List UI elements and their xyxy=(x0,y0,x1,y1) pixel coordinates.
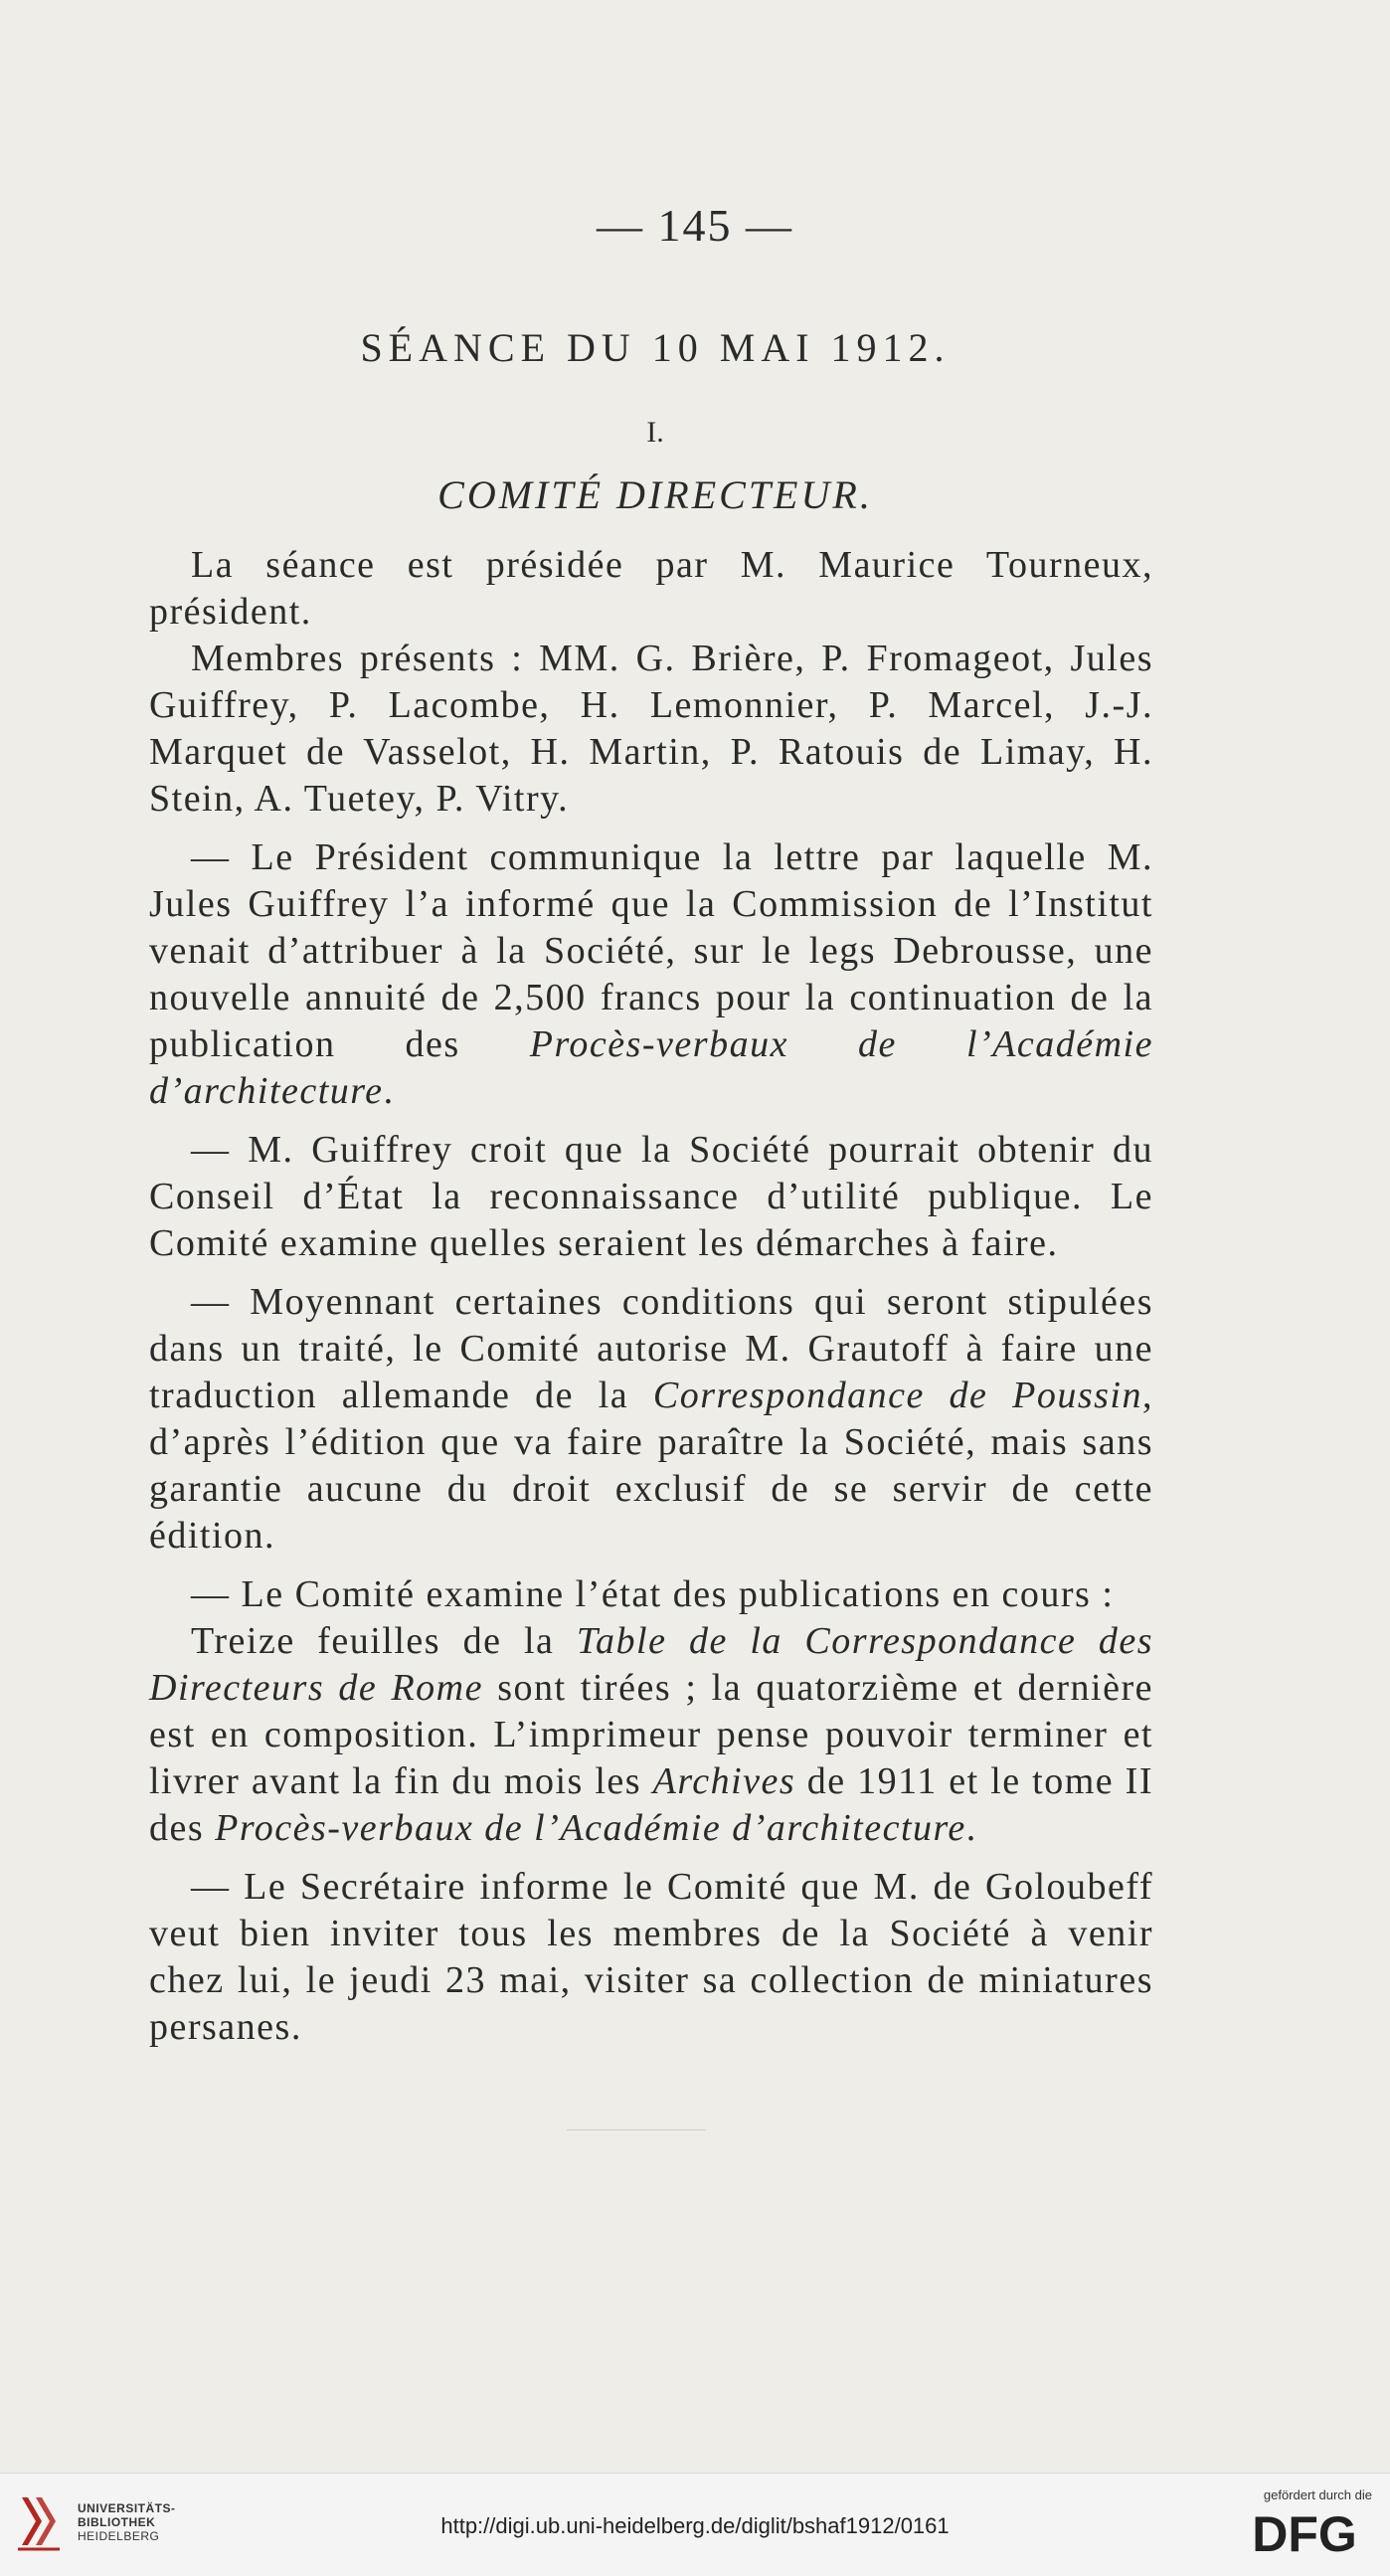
paragraph-publications: — Le Comité examine l’état des publications en cours : xyxy=(191,1573,1115,1615)
paragraph-public-utility: — M. Guiffrey croit que la Société pourrait obtenir du Conseil d’État la reconnaissance d’utilité publique. Le Comité examine quelles seraient les démarches à faire. xyxy=(149,1129,1153,1264)
funded-by-label: gefördert durch die xyxy=(1263,2487,1372,2502)
page-number: — 145 — xyxy=(597,200,793,251)
paragraph-translation: — Moyennant certaines conditions qui seront stipulées dans un traité, le Comité autorise M. Grautoff à faire une traduction allemande de la Correspondance de Poussin, d’après l’édition que va faire paraître la Société, mais sans garantie aucune du droit exclusif de se servir de cette édition. xyxy=(149,1281,1153,1557)
section-title: COMITÉ DIRECTEUR. xyxy=(437,472,873,517)
paragraph-members: Membres présents : MM. G. Brière, P. Fromageot, Jules Guiffrey, P. Lacombe, H. Lemonnier, P. Marcel, J.-J. Marquet de Vasselot, H. Martin, P. Ratouis de Limay, H. Stein, A. Tuetey, P. Vitry. xyxy=(149,638,1153,820)
dfg-logo-icon[interactable] xyxy=(1237,2505,1372,2559)
paragraph-invitation: — Le Secrétaire informe le Comité que M. de Goloubeff veut bien inviter tous les membres de la Société à venir chez lui, le jeudi 23 mai, visiter sa collection de miniatures persanes. xyxy=(149,1866,1153,2048)
library-name[interactable]: UNIVERSITÄTS- BIBLIOTHEK HEIDELBERG xyxy=(78,2501,176,2543)
paragraph-annuity: — Le Président communique la lettre par laquelle M. Jules Guiffrey l’a informé que la Commission de l’Institut venait d’attribuer à la Société, sur le legs Debrousse, une nouvelle annuité de 2,500 francs pour la continuation de la publication des Procès-verbaux de l’Académie d’architecture. xyxy=(149,836,1153,1112)
end-rule-divider xyxy=(567,2129,706,2130)
section-number: I. xyxy=(646,416,664,449)
viewer-footer xyxy=(0,2473,1390,2576)
paragraph-presidency: La séance est présidée par M. Maurice Tourneux, président. xyxy=(149,544,1153,633)
body-text xyxy=(149,542,1153,2051)
seance-title: SÉANCE DU 10 MAI 1912. xyxy=(360,325,951,370)
paragraph-printing-status: Treize feuilles de la Table de la Correspondance des Directeurs de Rome sont tirées ; la quatorzième et dernière est en composition. L’imprimeur pense pouvoir terminer et livrer avant la fin du mois les Archives de 1911 et le tome II des Procès-verbaux de l’Académie d’architecture. xyxy=(149,1620,1153,1849)
svg-text:DFG: DFG xyxy=(1252,2506,1357,2559)
permalink-url[interactable]: http://digi.ub.uni-heidelberg.de/diglit/bshaf1912/0161 xyxy=(440,2513,950,2538)
